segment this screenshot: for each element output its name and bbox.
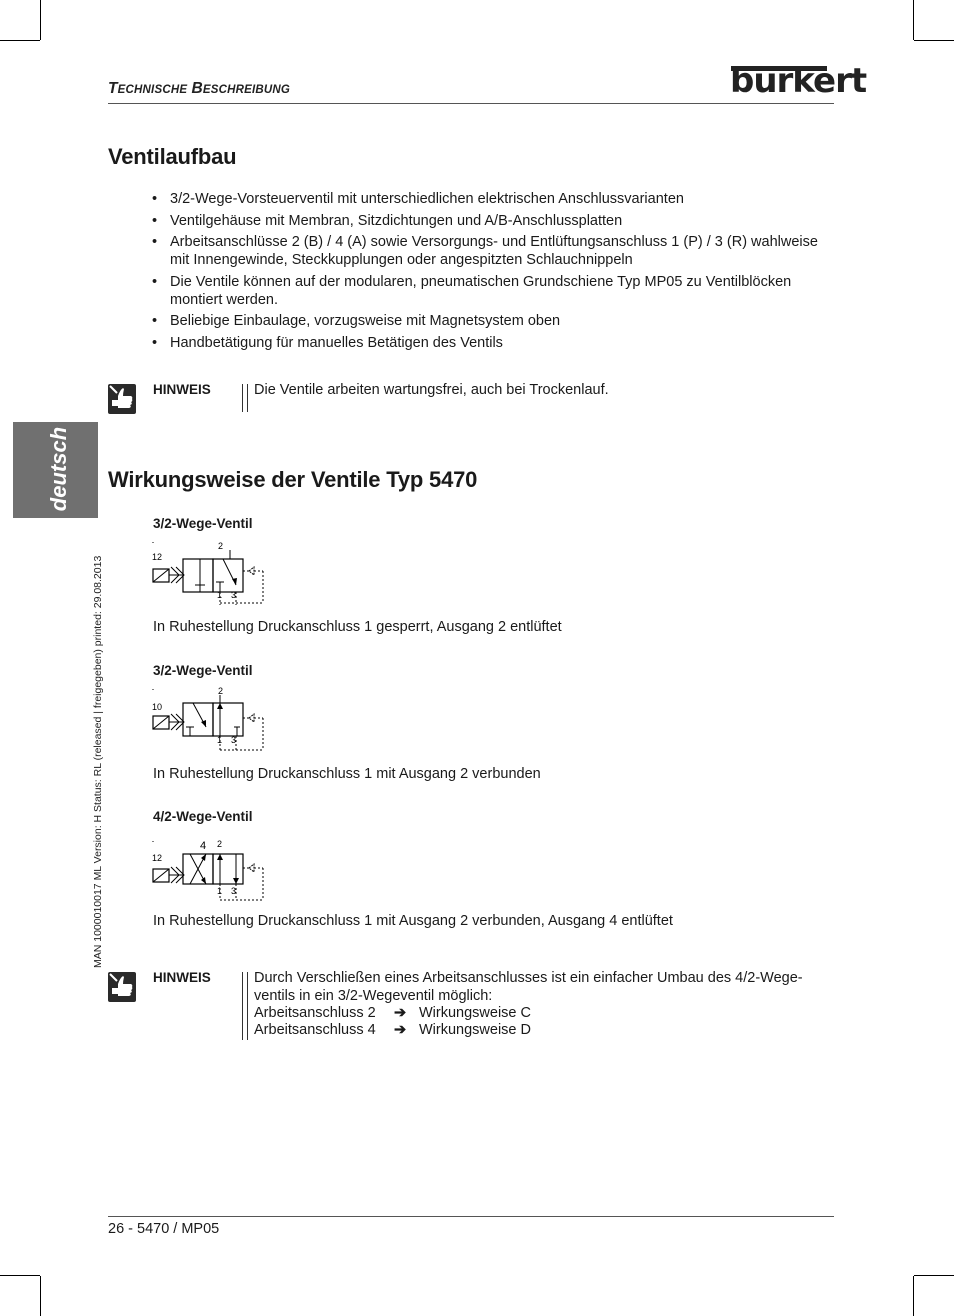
bullet-text: mit Innengewinde, Steckkupplungen oder angespitzten Schlauchnippeln — [170, 252, 633, 268]
list-item — [150, 233, 840, 269]
port-label: 12 — [152, 552, 163, 562]
svg-text:1: 1 — [217, 735, 223, 745]
diagram-title: 3/2-Wege-Ventil — [153, 663, 253, 678]
list-item — [150, 312, 840, 330]
diagram-caption: In Ruhestellung Druckanschluss 1 mit Ausgang 2 verbunden — [153, 766, 541, 782]
bullet-icon: • — [152, 234, 158, 250]
hinweis-divider — [242, 972, 248, 1040]
svg-text:3: 3 — [231, 886, 237, 896]
hand-pointing-icon — [108, 972, 136, 1002]
arrow-right-icon: ➔ — [394, 1005, 407, 1021]
language-tab-text: deutsch — [46, 426, 71, 512]
svg-text:10: 10 — [152, 702, 163, 712]
mapping-right: Wirkungsweise D — [419, 1022, 531, 1038]
valve-symbol-4-2 — [150, 832, 270, 902]
header-rest: ECHNISCHE — [117, 84, 188, 96]
header-cap: T — [108, 80, 118, 97]
hinweis-text — [254, 970, 803, 1005]
hinweis-text: Die Ventile arbeiten wartungsfrei, auch bei Trockenlauf. — [254, 382, 609, 398]
list-item — [150, 273, 840, 309]
svg-text:2: 2 — [218, 541, 224, 551]
bullet-text: Beliebige Einbaulage, vorzugsweise mit Magnetsystem oben — [170, 313, 561, 329]
mapping-left: Arbeitsanschluss 4 — [254, 1022, 376, 1038]
bullet-icon: • — [152, 191, 158, 207]
mapping-left: Arbeitsanschluss 2 — [254, 1005, 376, 1021]
hinweis-divider — [242, 384, 248, 412]
hinweis-line: ventils in ein 3/2-Wegeventil möglich: — [254, 987, 493, 1004]
svg-text:2: 2 — [217, 839, 223, 849]
crop-mark — [913, 0, 914, 40]
diagram-caption: In Ruhestellung Druckanschluss 1 gesperrt, Ausgang 2 entlüftet — [153, 619, 562, 635]
bullet-icon: • — [152, 313, 158, 329]
print-metadata: MAN 1000010017 ML Version: H Status: RL (released | freigegeben) printed: 29.08.2013 — [92, 555, 104, 968]
list-item — [150, 212, 840, 230]
hand-pointing-icon — [108, 384, 136, 414]
hinweis-label: HINWEIS — [153, 382, 211, 397]
bullet-text: Die Ventile können auf der modularen, pneumatischen Grundschiene Typ MP05 zu Ventilblöcken — [170, 273, 792, 290]
crop-mark — [40, 0, 41, 40]
crop-mark — [0, 40, 40, 41]
valve-symbol-3-2-no — [150, 685, 270, 753]
mapping-row — [254, 1005, 531, 1021]
header-rest: ESCHREIBUNG — [202, 84, 291, 96]
svg-text:1: 1 — [217, 590, 223, 600]
crop-mark — [40, 1276, 41, 1316]
bullet-icon: • — [152, 212, 158, 229]
diagram-caption: In Ruhestellung Druckanschluss 1 mit Ausgang 2 verbunden, Ausgang 4 entlüftet — [153, 913, 673, 929]
footer-rule — [108, 1216, 834, 1217]
header-rule — [108, 103, 834, 104]
crop-mark — [0, 1275, 40, 1276]
crop-mark — [913, 1276, 914, 1316]
valve-symbol-3-2-nc — [150, 538, 270, 606]
svg-text:4: 4 — [200, 840, 207, 852]
list-item — [150, 334, 840, 352]
hinweis-line: Durch Verschließen eines Arbeitsanschlusses ist ein einfacher Umbau des 4/2-Wege- — [254, 970, 803, 986]
svg-text:12: 12 — [152, 853, 163, 863]
bullet-icon: • — [152, 334, 158, 351]
svg-text:1: 1 — [217, 886, 223, 896]
hinweis-label: HINWEIS — [153, 970, 211, 985]
crop-mark — [914, 40, 954, 41]
bullet-icon: • — [152, 273, 158, 290]
bullet-text: Arbeitsanschlüsse 2 (B) / 4 (A) sowie Versorgungs- und Entlüftungsanschluss 1 (P) / 3 (R) wahlweise — [170, 234, 818, 250]
mapping-row — [254, 1022, 531, 1038]
diagram-title: 4/2-Wege-Ventil — [153, 809, 253, 824]
svg-text:3: 3 — [231, 735, 237, 745]
header-cap: B — [191, 80, 203, 97]
svg-text:2: 2 — [218, 686, 224, 696]
diagram-title: 3/2-Wege-Ventil — [153, 516, 253, 531]
mapping-right: Wirkungsweise C — [419, 1005, 531, 1021]
section-title-ventilaufbau: Ventilaufbau — [108, 144, 237, 169]
burkert-logo: burkert — [730, 61, 867, 101]
page-number: 26 - 5470 / MP05 — [108, 1221, 220, 1237]
section-header — [108, 80, 290, 98]
bullet-text: montiert werden. — [170, 291, 278, 308]
list-item — [150, 190, 840, 208]
bullet-text: Ventilgehäuse mit Membran, Sitzdichtungen und A/B-Anschlussplatten — [170, 212, 623, 229]
bullet-text: Handbetätigung für manuelles Betätigen des Ventils — [170, 334, 503, 351]
section-title-wirkungsweise: Wirkungsweise der Ventile Typ 5470 — [108, 467, 478, 492]
arrow-right-icon: ➔ — [394, 1022, 407, 1038]
bullet-list — [150, 190, 840, 355]
svg-text:3: 3 — [231, 590, 237, 600]
bullet-text: 3/2-Wege-Vorsteuerventil mit unterschiedlichen elektrischen Anschlussvarianten — [170, 191, 684, 207]
crop-mark — [914, 1275, 954, 1276]
